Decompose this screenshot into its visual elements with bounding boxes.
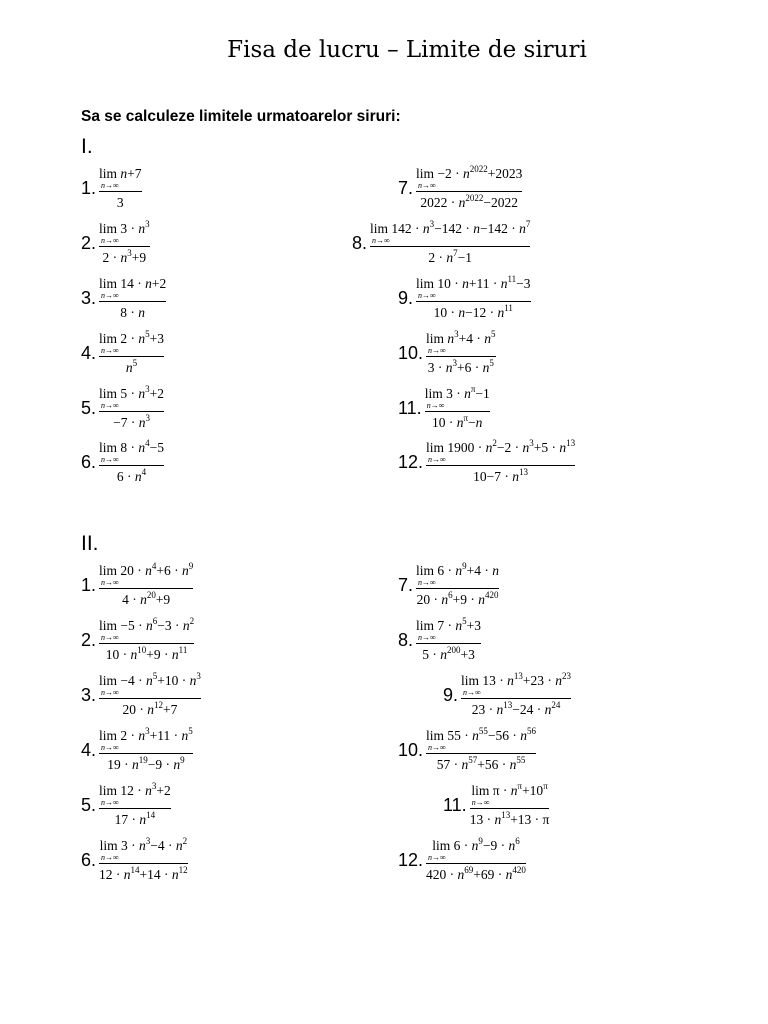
limit-fraction (99, 438, 165, 484)
fraction-denominator: 3 (116, 195, 124, 210)
limit-subscript: n→∞ (101, 236, 119, 245)
problem-number: 6. (81, 850, 97, 870)
fraction-bar (461, 698, 571, 699)
limit-fraction (99, 671, 201, 717)
limit-subscript: n→∞ (101, 688, 119, 697)
limit-fraction (370, 219, 531, 265)
fraction-numerator: $\lim 12 \cdot n^3+2$ (99, 781, 171, 798)
problem-number: 3. (81, 288, 97, 308)
limit-fraction (416, 616, 482, 662)
exponent: 6 (152, 616, 158, 626)
exponent: 10 (137, 645, 147, 655)
exponent: 56 (527, 726, 537, 736)
section-label-2: II. (81, 532, 99, 555)
exponent: 13 (503, 700, 513, 710)
limit-subscript: n→∞ (463, 688, 481, 697)
limit-subscript: n→∞ (428, 455, 446, 464)
problem-number: 11. (443, 795, 467, 815)
section-label-1: I. (81, 135, 93, 158)
fraction-bar (99, 643, 194, 644)
fraction-denominator: $10 \cdot n-12 \cdot n^{11}$ (433, 303, 513, 320)
limit-subscript: n→∞ (418, 291, 436, 300)
exponent: 2022 (465, 193, 484, 203)
limit-subscript: n→∞ (101, 798, 119, 807)
limit-fraction (416, 274, 531, 320)
exponent: 9 (462, 561, 467, 571)
limit-fraction (99, 561, 194, 607)
fraction-denominator: $4 \cdot n^{20}+9$ (122, 590, 171, 607)
limit-subscript: n→∞ (418, 181, 436, 190)
fraction-numerator: $\lim 6 \cdot n^9+4 \cdot n$ (416, 561, 499, 578)
fraction-numerator: $\lim 3 \cdot n^3$ (99, 219, 150, 236)
fraction-numerator: $\lim -5 \cdot n^6-3 \cdot n^2$ (99, 616, 195, 633)
limit-fraction (99, 167, 142, 210)
exponent: 3 (151, 781, 157, 791)
fraction-numerator: lim n+7 (99, 166, 142, 181)
fraction-bar (416, 643, 481, 644)
problem-number: 2. (81, 630, 97, 650)
exponent: 4 (141, 467, 147, 477)
problem-item (398, 274, 531, 320)
fraction-denominator: $10 \cdot n^\pi-n$ (432, 413, 483, 430)
fraction-bar (99, 465, 164, 466)
limit-fraction (99, 329, 165, 375)
fraction-numerator: $\lim \pi \cdot n^\pi+10^\pi$ (471, 781, 548, 798)
fraction-bar (416, 191, 522, 192)
exponent: 69 (464, 865, 474, 875)
fraction-denominator: $420 \cdot n^{69}+69 \cdot n^{420}$ (426, 865, 526, 882)
exponent: 55 (478, 726, 488, 736)
problem-item (443, 781, 550, 827)
limit-fraction (469, 781, 550, 827)
fraction-bar (470, 808, 550, 809)
exponent: π (470, 384, 476, 394)
exponent: 420 (484, 590, 499, 600)
fraction-numerator: $\lim 55 \cdot n^{55}-56 \cdot n^{56}$ (426, 726, 537, 743)
limit-subscript: n→∞ (101, 743, 119, 752)
exponent: 3 (452, 358, 457, 368)
fraction-numerator: $\lim 6 \cdot n^9-9 \cdot n^6$ (432, 836, 520, 853)
fraction-denominator: $57 \cdot n^{57}+56 \cdot n^{55}$ (436, 755, 526, 772)
exponent: 14 (146, 810, 156, 820)
limit-subscript: n→∞ (101, 633, 119, 642)
problem-item (398, 726, 537, 772)
exponent: 3 (127, 248, 132, 258)
problem-item (81, 277, 166, 320)
limit-fraction (424, 384, 490, 430)
fraction-bar (99, 863, 188, 864)
limit-fraction (416, 561, 499, 607)
limit-fraction (99, 836, 188, 882)
problem-item (398, 438, 576, 484)
exponent: 19 (138, 755, 148, 765)
fraction-numerator: $\lim 2 \cdot n^3+11 \cdot n^5$ (99, 726, 193, 743)
fraction-bar (426, 356, 496, 357)
fraction-denominator: $20 \cdot n^6+9 \cdot n^{420}$ (416, 590, 499, 607)
limit-fraction (461, 671, 571, 717)
fraction-numerator: $\lim n^3+4 \cdot n^5$ (426, 329, 496, 346)
problem-number: 10. (398, 343, 424, 363)
fraction-numerator: $\lim 1900 \cdot n^2-2 \cdot n^3+5 \cdot n^{13}$ (426, 438, 576, 455)
problem-number: 9. (443, 685, 459, 705)
exponent: 12 (178, 865, 188, 875)
limit-subscript: n→∞ (372, 236, 390, 245)
limit-subscript: n→∞ (428, 346, 446, 355)
exponent: 23 (562, 671, 571, 681)
fraction-denominator: $n^5$ (125, 358, 138, 375)
exponent: 3 (145, 413, 150, 423)
exponent: 3 (196, 671, 201, 681)
problem-number: 7. (398, 575, 414, 595)
fraction-bar (99, 246, 150, 247)
fraction-bar (99, 301, 166, 302)
fraction-bar (416, 588, 499, 589)
exponent: 3 (529, 438, 534, 448)
fraction-numerator: $\lim -4 \cdot n^5+10 \cdot n^3$ (99, 671, 201, 688)
problem-item (81, 438, 165, 484)
problem-number: 7. (398, 178, 414, 198)
exponent: 3 (145, 384, 150, 394)
problem-number: 5. (81, 795, 97, 815)
exponent: 20 (146, 590, 156, 600)
exponent: 9 (188, 561, 194, 571)
fraction-denominator: $-7 \cdot n^3$ (113, 413, 150, 430)
exponent: 13 (519, 467, 528, 477)
exponent: 3 (145, 726, 150, 736)
exponent: 11 (507, 274, 517, 284)
problem-item (398, 384, 490, 430)
fraction-bar (416, 301, 531, 302)
limit-subscript: n→∞ (101, 291, 119, 300)
limit-subscript: n→∞ (101, 578, 119, 587)
problem-item (81, 616, 195, 662)
instruction-text: Sa se calculeze limitele urmatoarelor siruri: (81, 108, 401, 125)
exponent: 13 (513, 671, 523, 681)
exponent: 3 (429, 219, 435, 229)
fraction-denominator: $10-7 \cdot n^{13}$ (473, 467, 528, 484)
fraction-numerator: $\lim 5 \cdot n^3+2$ (99, 384, 165, 401)
problem-item (81, 561, 194, 607)
fraction-bar (426, 863, 526, 864)
fraction-numerator: $\lim 2 \cdot n^5+3$ (99, 329, 165, 346)
exponent: 5 (152, 671, 158, 681)
problem-item (398, 164, 523, 210)
exponent: 7 (453, 248, 458, 258)
fraction-bar (99, 753, 193, 754)
problem-item (81, 726, 193, 772)
exponent: 200 (446, 645, 461, 655)
limit-fraction (416, 164, 523, 210)
limit-fraction (426, 726, 537, 772)
exponent: 5 (489, 358, 494, 368)
fraction-denominator: $13 \cdot n^{13}+13 \cdot \pi$ (469, 810, 550, 827)
fraction-bar (99, 698, 201, 699)
limit-subscript: n→∞ (101, 853, 119, 862)
fraction-bar (99, 411, 164, 412)
problem-number: 4. (81, 740, 97, 760)
fraction-bar (370, 246, 530, 247)
fraction-bar (99, 588, 193, 589)
fraction-denominator: $10 \cdot n^{10}+9 \cdot n^{11}$ (105, 645, 188, 662)
problem-item (398, 329, 496, 375)
problem-number: 8. (398, 630, 414, 650)
exponent: 3 (145, 836, 151, 846)
exponent: 9 (180, 755, 185, 765)
problem-number: 5. (81, 398, 97, 418)
problem-number: 9. (398, 288, 414, 308)
limit-subscript: n→∞ (428, 853, 446, 862)
exponent: 11 (178, 645, 188, 655)
exponent: 9 (478, 836, 483, 846)
limit-subscript: n→∞ (101, 181, 119, 190)
problem-number: 2. (81, 233, 97, 253)
problem-item (398, 836, 526, 882)
fraction-denominator: $20 \cdot n^{12}+7$ (122, 700, 178, 717)
fraction-denominator: $2 \cdot n^7-1$ (428, 248, 472, 265)
fraction-bar (426, 465, 575, 466)
problem-item (443, 671, 571, 717)
exponent: 4 (151, 561, 157, 571)
problem-number: 1. (81, 178, 97, 198)
exponent: 5 (491, 329, 496, 339)
exponent: 3 (145, 219, 150, 229)
exponent: π (517, 781, 523, 791)
fraction-bar (99, 808, 171, 809)
limit-fraction (426, 836, 526, 882)
exponent: 55 (516, 755, 526, 765)
problem-item (81, 329, 165, 375)
exponent: 13 (566, 438, 576, 448)
problem-item (81, 781, 171, 827)
fraction-denominator: $19 \cdot n^{19}-9 \cdot n^9$ (107, 755, 185, 772)
problem-item (81, 384, 165, 430)
fraction-numerator: $\lim 8 \cdot n^4-5$ (99, 438, 165, 455)
limit-fraction (99, 219, 150, 265)
problem-item (81, 167, 142, 210)
fraction-bar (99, 356, 164, 357)
exponent: 3 (454, 329, 459, 339)
fraction-denominator: $12 \cdot n^{14}+14 \cdot n^{12}$ (99, 865, 188, 882)
fraction-numerator: lim 14 · n+2 (99, 276, 167, 291)
limit-subscript: n→∞ (426, 401, 445, 410)
problem-item (81, 219, 150, 265)
exponent: 420 (512, 865, 526, 875)
fraction-denominator: $2 \cdot n^3+9$ (102, 248, 147, 265)
exponent: 2 (182, 836, 188, 846)
exponent: 13 (501, 810, 511, 820)
problem-number: 1. (81, 575, 97, 595)
problem-number: 8. (352, 233, 368, 253)
exponent: 2022 (469, 164, 488, 174)
exponent: 7 (525, 219, 531, 229)
limit-subscript: n→∞ (428, 743, 446, 752)
limit-subscript: n→∞ (418, 633, 436, 642)
fraction-denominator: $6 \cdot n^4$ (116, 467, 147, 484)
limit-subscript: n→∞ (101, 346, 119, 355)
problem-item (398, 616, 482, 662)
limit-fraction (99, 781, 171, 827)
fraction-bar (426, 753, 536, 754)
exponent: π (543, 781, 548, 791)
limit-subscript: n→∞ (101, 455, 119, 464)
fraction-denominator: $17 \cdot n^{14}$ (114, 810, 156, 827)
limit-fraction (99, 726, 193, 772)
exponent: 5 (132, 358, 138, 368)
fraction-denominator: $3 \cdot n^3+6 \cdot n^5$ (427, 358, 494, 375)
limit-fraction (99, 277, 166, 320)
limit-subscript: n→∞ (418, 578, 436, 587)
exponent: 12 (154, 700, 163, 710)
fraction-denominator: 8 · n (120, 305, 146, 320)
problem-number: 4. (81, 343, 97, 363)
exponent: 6 (448, 590, 453, 600)
limit-fraction (426, 438, 576, 484)
problem-number: 6. (81, 452, 97, 472)
exponent: 5 (145, 329, 150, 339)
exponent: 2 (189, 616, 195, 626)
fraction-bar (425, 411, 490, 412)
exponent: 57 (468, 755, 478, 765)
problem-item (398, 561, 499, 607)
exponent: 4 (145, 438, 150, 448)
fraction-numerator: $\lim 142 \cdot n^3-142 \cdot n-142 \cdot n^7$ (370, 219, 531, 236)
fraction-bar (99, 191, 142, 192)
problem-item (352, 219, 531, 265)
problem-number: 10. (398, 740, 424, 760)
fraction-denominator: $23 \cdot n^{13}-24 \cdot n^{24}$ (471, 700, 561, 717)
problem-number: 11. (398, 398, 422, 418)
limit-subscript: n→∞ (471, 798, 490, 807)
limit-fraction (99, 616, 195, 662)
page-title: Fisa de lucru – Limite de siruri (227, 37, 587, 63)
fraction-denominator: $5 \cdot n^{200}+3$ (422, 645, 475, 662)
fraction-numerator: $\lim 20 \cdot n^4+6 \cdot n^9$ (99, 561, 194, 578)
exponent: 5 (188, 726, 193, 736)
fraction-numerator: $\lim 13 \cdot n^{13}+23 \cdot n^{23}$ (461, 671, 571, 688)
exponent: 5 (462, 616, 467, 626)
limit-subscript: n→∞ (101, 401, 119, 410)
exponent: 24 (551, 700, 561, 710)
fraction-denominator: $2022 \cdot n^{2022}-2022$ (420, 193, 519, 210)
fraction-numerator: $\lim 3 \cdot n^3-4 \cdot n^2$ (99, 836, 188, 853)
problem-number: 12. (398, 850, 424, 870)
exponent: 14 (130, 865, 140, 875)
limit-fraction (99, 384, 165, 430)
exponent: 2 (492, 438, 497, 448)
fraction-numerator: $\lim 10 \cdot n+11 \cdot n^{11}-3$ (416, 274, 531, 291)
fraction-numerator: $\lim 3 \cdot n^\pi-1$ (424, 384, 490, 401)
fraction-numerator: $\lim -2 \cdot n^{2022}+2023$ (416, 164, 523, 181)
problem-item (81, 671, 201, 717)
problem-number: 3. (81, 685, 97, 705)
problem-item (81, 836, 188, 882)
problem-number: 12. (398, 452, 424, 472)
exponent: 11 (504, 303, 513, 313)
limit-fraction (426, 329, 496, 375)
fraction-numerator: $\lim 7 \cdot n^5+3$ (416, 616, 482, 633)
exponent: 6 (515, 836, 520, 846)
exponent: π (463, 413, 469, 423)
